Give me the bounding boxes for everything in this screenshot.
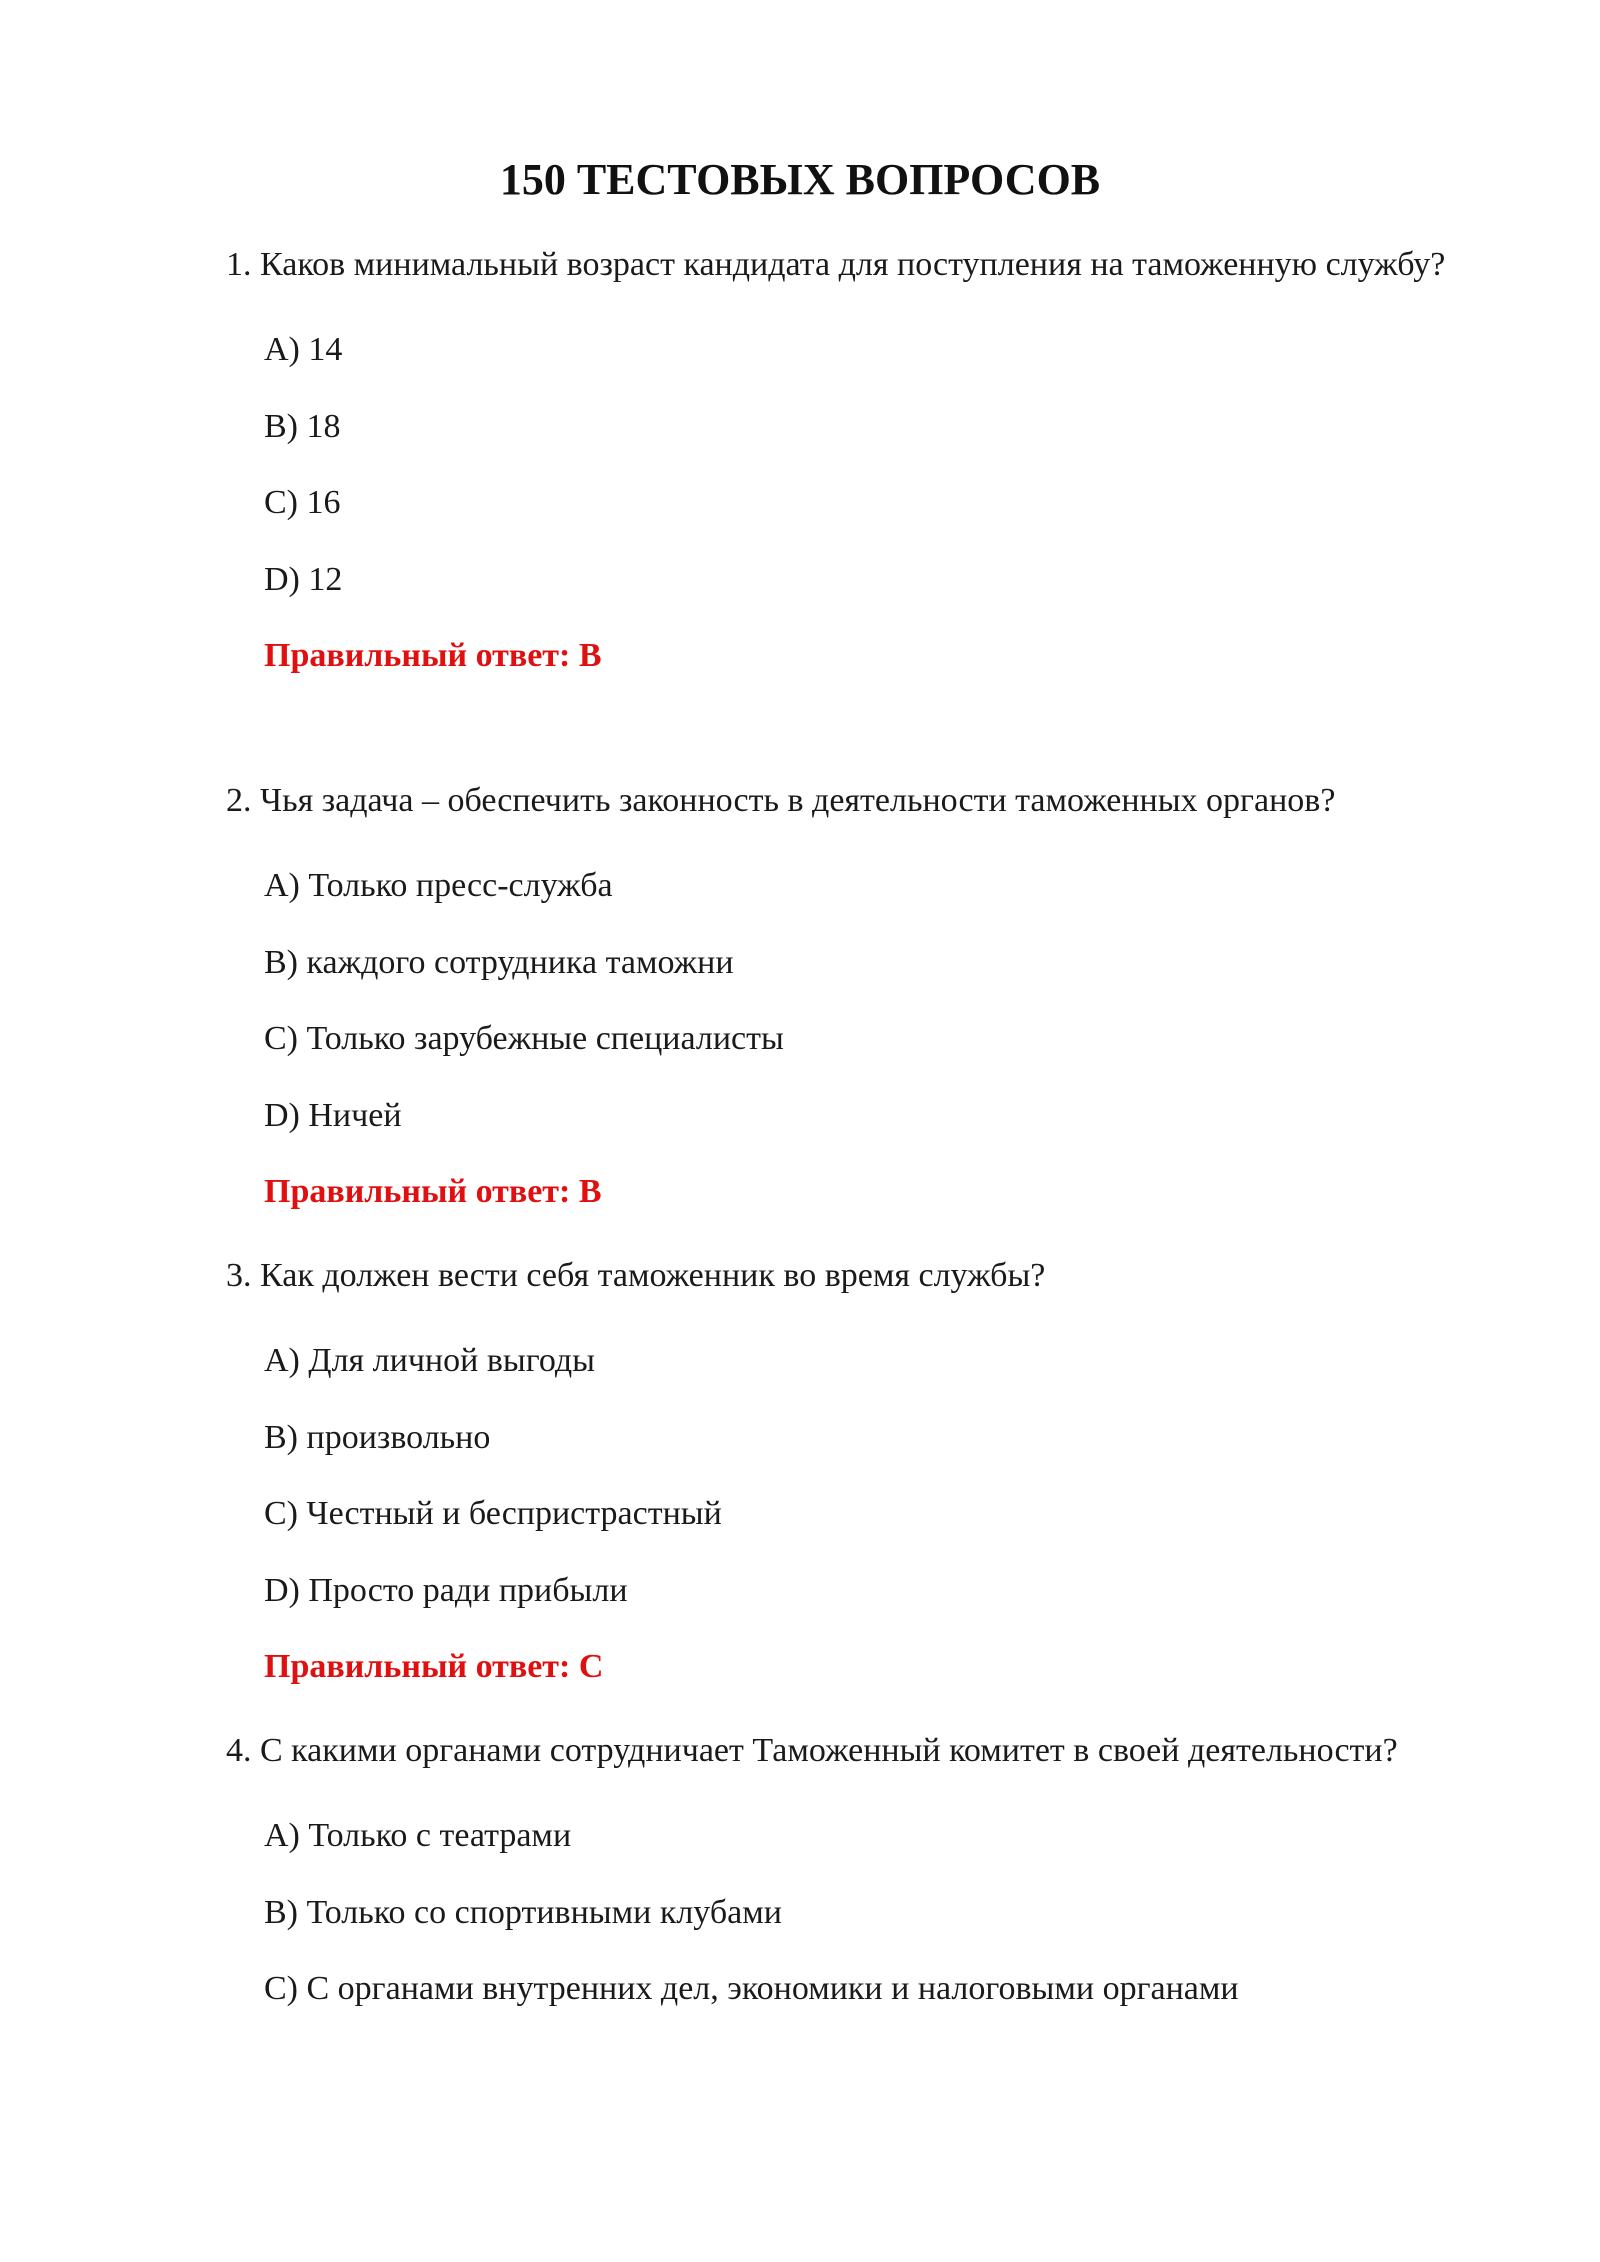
correct-answer: Правильный ответ: C	[264, 1648, 604, 1685]
question-3	[226, 1243, 1456, 1706]
option-c: C) 16	[264, 484, 341, 521]
question-text: 3. Как должен вести себя таможенник во время службы?	[226, 1257, 1046, 1294]
option-a: A) Для личной выгоды	[264, 1342, 595, 1379]
option-b: B) каждого сотрудника таможни	[264, 943, 734, 981]
question-text: 1. Каков минимальный возраст кандидата для поступления на таможенную службу?	[226, 246, 1446, 283]
options-list	[264, 312, 1456, 618]
question-4	[226, 1718, 1456, 2028]
option-b: B) 18	[264, 407, 341, 445]
option-b: B) Только со спортивными клубами	[264, 1893, 782, 1931]
option-d: D) Просто ради прибыли	[264, 1571, 628, 1609]
correct-answer: Правильный ответ: B	[264, 1173, 602, 1210]
correct-answer: Правильный ответ: B	[264, 637, 602, 674]
question-text: 2. Чья задача – обеспечить законность в деятельности таможенных органов?	[226, 782, 1336, 819]
option-c: C) С органами внутренних дел, экономики и налоговыми органами	[264, 1970, 1239, 2007]
option-a: A) Только с театрами	[264, 1817, 572, 1854]
options-list	[264, 1798, 1456, 2028]
page-title: 150 ТЕСТОВЫХ ВОПРОСОВ	[499, 155, 1101, 204]
question-2	[226, 768, 1456, 1231]
option-a: A) Только пресс-служба	[264, 867, 613, 904]
option-b: B) произвольно	[264, 1418, 491, 1456]
option-a: A) 14	[264, 331, 343, 368]
question-text: 4. С какими органами сотрудничает Таможенный комитет в своей деятельности?	[226, 1732, 1398, 1769]
options-list	[264, 848, 1456, 1154]
option-c: C) Честный и беспристрастный	[264, 1495, 722, 1532]
question-1	[226, 232, 1456, 695]
option-c: C) Только зарубежные специалисты	[264, 1020, 784, 1057]
option-d: D) Ничей	[264, 1096, 402, 1134]
options-list	[264, 1323, 1456, 1629]
option-d: D) 12	[264, 560, 343, 598]
